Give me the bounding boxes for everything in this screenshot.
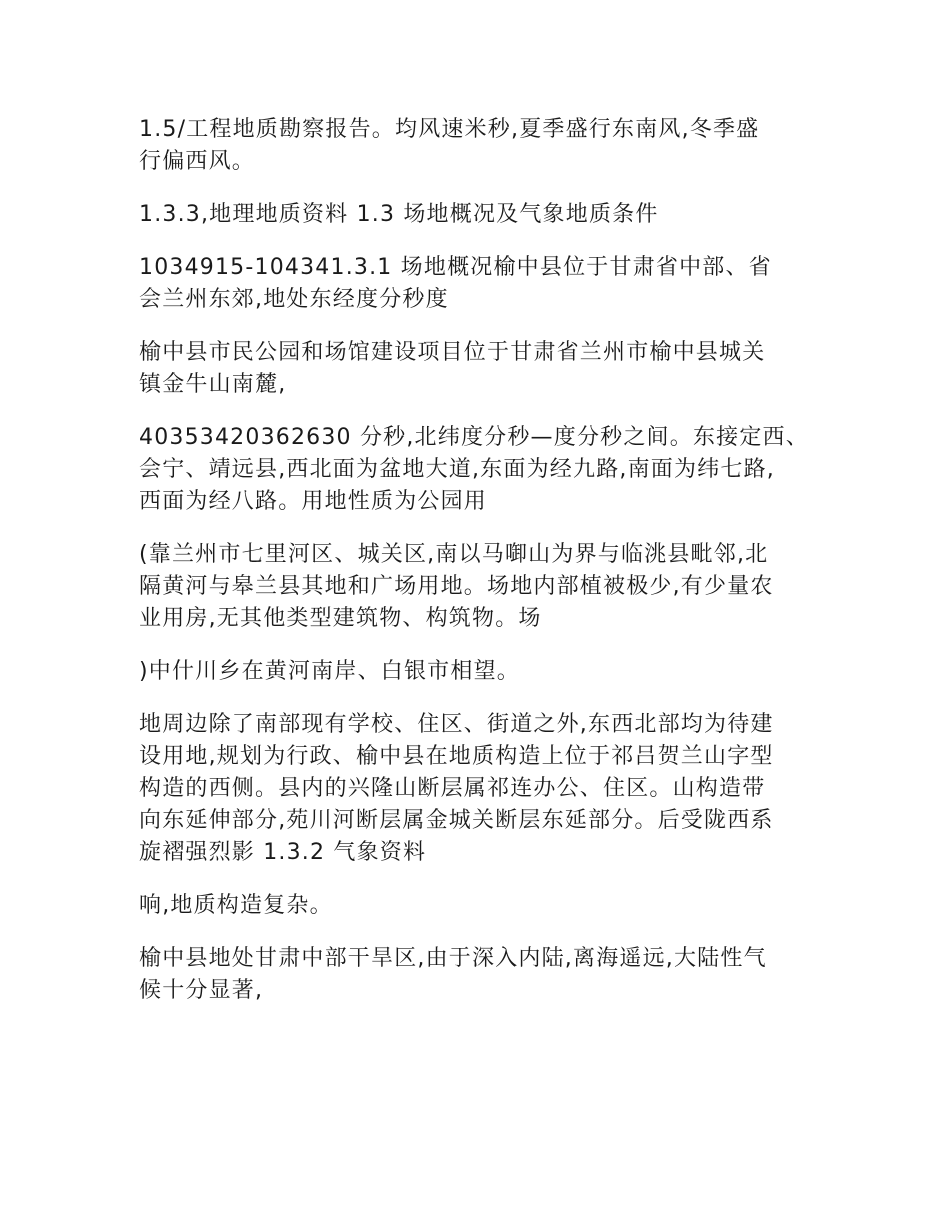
text-line: 1.3.3,地理地质资料 1.3 场地概况及气象地质条件 [139, 202, 659, 227]
paragraph-7 [139, 656, 830, 688]
text-line: 西面为经八路。用地性质为公园用 [139, 489, 488, 514]
paragraph-5 [139, 422, 830, 518]
text-line: 40353420362630 分秒,北纬度分秒—度分秒之间。东接定西、 [139, 425, 809, 450]
text-line: 业用房,无其他类型建筑物、构筑物。场 [139, 606, 542, 631]
text-line: 行偏西风。 [139, 149, 256, 174]
text-line: 旋褶强烈影 1.3.2 气象资料 [139, 840, 427, 865]
paragraph-9 [139, 890, 830, 922]
text-line: 隔黄河与皋兰县其地和广场用地。场地内部植被极少,有少量农 [139, 574, 774, 599]
paragraph-1 [139, 114, 830, 178]
text-line: 会宁、靖远县,西北面为盆地大道,东面为经九路,南面为纬七路, [139, 457, 775, 482]
text-line: 设用地,规划为行政、榆中县在地质构造上位于祁吕贺兰山字型 [139, 744, 774, 769]
text-line: 会兰州东郊,地处东经度分秒度 [139, 287, 449, 312]
text-line: 镇金牛山南麓, [139, 372, 287, 397]
paragraph-3 [139, 252, 830, 316]
paragraph-2 [139, 199, 830, 231]
text-line: 1034915-104341.3.1 场地概况榆中县位于甘肃省中部、省 [139, 255, 772, 280]
text-line: 响,地质构造复杂。 [139, 893, 333, 918]
text-line: )中什川乡在黄河南岸、白银市相望。 [139, 659, 520, 684]
text-line: 1.5/工程地质勘察报告。均风速米秒,夏季盛行东南风,冬季盛 [139, 117, 760, 142]
text-line: 榆中县地处甘肃中部干旱区,由于深入内陆,离海遥远,大陆性气 [139, 946, 767, 971]
text-line: (靠兰州市七里河区、城关区,南以马啣山为界与临洮县毗邻,北 [139, 542, 769, 567]
paragraph-4 [139, 337, 830, 401]
text-line: 构造的西侧。县内的兴隆山断层属祁连办公、住区。山构造带 [139, 776, 766, 801]
paragraph-10 [139, 943, 830, 1007]
text-line: 榆中县市民公园和场馆建设项目位于甘肃省兰州市榆中县城关 [139, 340, 766, 365]
text-line: 向东延伸部分,苑川河断层属金城关断层东延部分。后受陇西系 [139, 808, 774, 833]
text-line: 候十分显著, [139, 978, 264, 1003]
paragraph-6 [139, 539, 830, 635]
text-line: 地周边除了南部现有学校、住区、街道之外,东西北部均为待建 [139, 712, 774, 737]
paragraph-8 [139, 709, 830, 869]
